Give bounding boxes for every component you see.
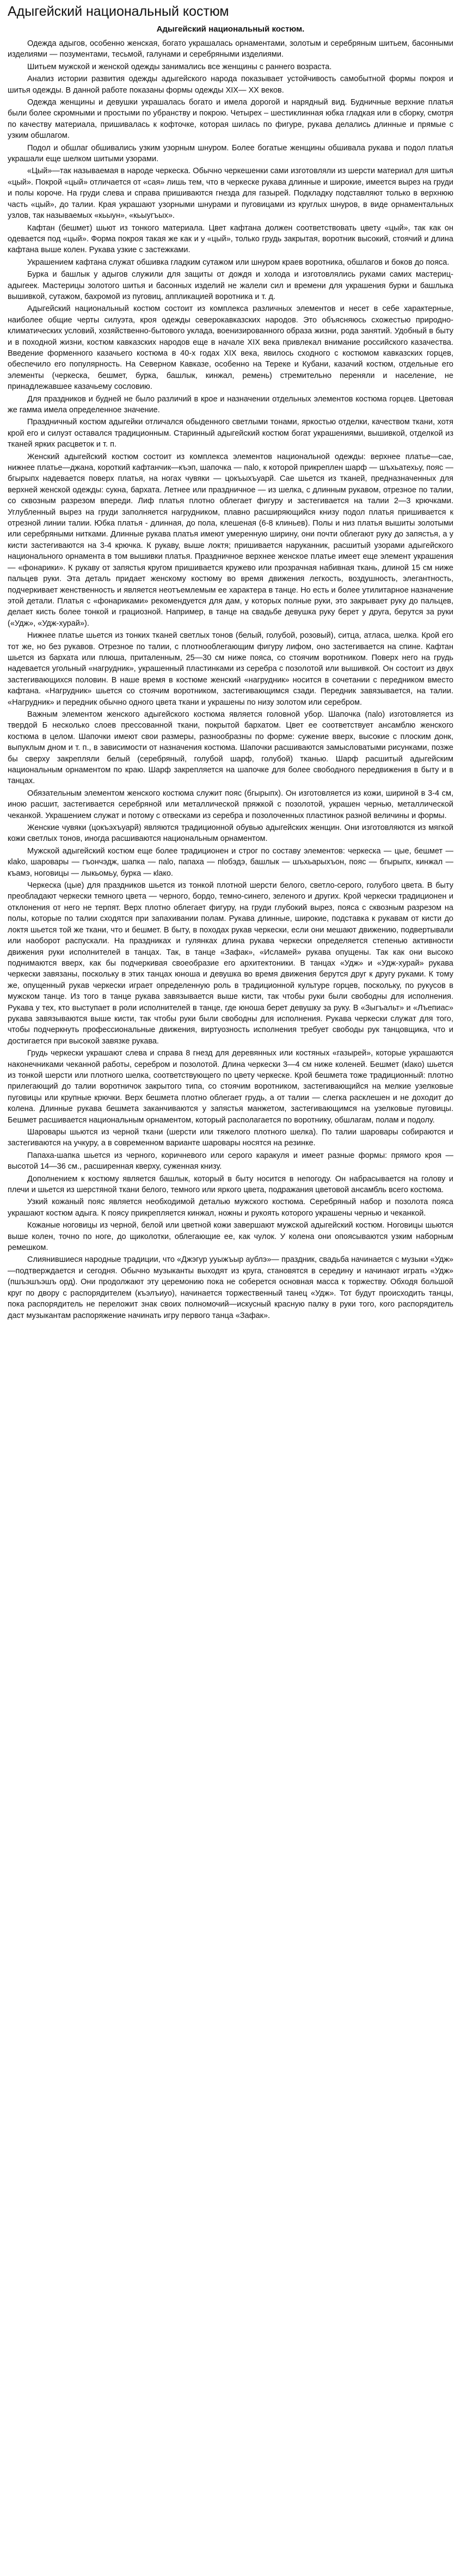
- paragraph: Одежда адыгов, особенно женская, богато украшалась орнаментами, золотым и серебряным шитьем, басонными изделиями — позументами, тесьмой, галунами и серебряными изделиями.: [8, 39, 453, 59]
- paragraph: Слиянившиеся народные традиции, что «Джэгур ууыжъыр аублэ»— праздник, свадьба начинается с музыки «Удж» —подтверждается и сегодня. Обычно музыканты выходят из круга, становятся в середину и начинают играть «Удж» (пшъэшъэшъ орд). Они продолжают эту церемонию пока не соберется основная масса к торжеству. Обходя большой круг по двору с распорядителем (къэлъиуо), начинается торжественный танец «Удж». Тот будут происходить танцы, пока распорядитель не переложит знак своих полномочий—искусный красную палку в руки того, кого распорядитель даст музыкантам распоряжение начинать игру первого танца «Зафак».: [8, 1255, 453, 1320]
- paragraph: Кожаные ноговицы из черной, белой или цветной кожи завершают мужской адыгейский костюм. Ноговицы шьются выше колен, точно по ноге, до щиколотки, облегающие ее, как чулок. У колена они опоясываются узким наборным ремешком.: [8, 1221, 453, 1253]
- paragraph: Анализ истории развития одежды адыгейского народа показывает устойчивость самобытной формы покроя и шитья одежды. В данной работе показаны формы одежды XIX— XX веков.: [8, 75, 453, 95]
- paragraph: Адыгейский национальный костюм состоит из комплекса различных элементов и несет в себе характерные, наиболее общие черты силуэта, кроя одежды северокавказских народов. Это объясняюсь схожестью природно-климатических условий, хозяйственно-бытового уклада, военизированного образа жизни, рода занятий. Удобный в быту и в походной жизни, костюм кавказских народов еще в начале XIX века привлекал внимание российского казачества. Введение форменного казачьего костюма в 40-х годах XIX века, явилось сходного с костюмом кавказских горцев, обеспечило его популярность. На Северном Кавказе, особенно на Тереке и Кубани, казачий костюм, отдельные его элементы (черкеска, бешмет, бурка, башлык, кинжал, ремень) стремительно переняли и население, не принадлежавшее казачьему сословию.: [8, 304, 453, 392]
- paragraph: Одежда женщины и девушки украшалась богато и имела дорогой и нарядный вид. Будничные верхние платья были более скромными и простыми по убранству и покрою. Четырех – шестиклинная юбка гладкая или в сборку, смотря по качеству материала, пришивалась к кофточке, которая шилась по фигуре, рукава делались длинные и прямые с узким обшлагом.: [8, 98, 453, 141]
- paragraph: Дополнением к костюму является башлык, который в быту носится в непогоду. Он набрасывается на голову и плечи и шьется из шерстяной ткани белого, темного или яркого цвета, подражания цветовой ансамбль всего костюма.: [8, 1174, 453, 1195]
- paragraph: Обязательным элементом женского костюма служит пояс (бгырыпх). Он изготовляется из кожи, шириной в 3-4 см, иною расшит, застегивается серебряной или металлической пряжкой с позолотой, украшен чернью, металлической чеканкой. Украшением служат и потому с отвесками из серебра и позолоченных пластинок разной величины и формы.: [8, 789, 453, 820]
- paragraph: Нижнее платье шьется из тонких тканей светлых тонов (белый, голубой, розовый), ситца, атласа, шелка. Крой его тот же, но без рукавов. Отрезное по талии, с плотнооблегающим фигуру лифом, оно застегивается на спине. Кафтан шьется из бархата или плюша, приталенным, 25—30 см ниже пояса, со стоячим воротником. Поверх него на грудь надевается угольный «нагрудник», украшенный пластинками из серебра с позолотой или вышивкой. Он состоит из двух застегивающихся половин. В наше время в костюме женский «нагрудник» носится в сочетании с передником вместо кафтана. «Нагрудник» шьется со стоячим воротником, застегивающимся сзади. Передник завязывается, на талии. «Нагрудник» и передник обычно одного цвета ткани и украшены по низу золотом или серебром.: [8, 631, 453, 707]
- paragraph: Для праздников и будней не было различий в крое и назначении отдельных элементов костюма горцев. Цветовая же гамма имела определенное значение.: [8, 394, 453, 414]
- paragraph: Важным элементом женского адыгейского костюма является головной убор. Шапочка (паlо) изготовляется из твердой Б несколько слоев прессованной ткани, покрытой бархатом. Цвет ее соответствует ансамблю женского костюма в целом. Шапочки имеют свои размеры, разнообразны по форме: сужение вверх, высокие с плоским донк, выпуклым дном и т. п., в зависимости от назначения костюма. Шапочки расшиваются замысловатыми рисунками, позже бы сверху закрепляли белый (серебряный, голубой шарф, голубой) тканью. Шарф расшитый адыгейским национальным орнаментом по краю. Шарф закрепляется на шапочке для более свободного передвижения в быту и в танцах.: [8, 710, 453, 786]
- paragraph: Кафтан (бешмет) шьют из тонкого материала. Цвет кафтана должен соответствовать цвету «цый», так как он одевается под «цый». Форма покроя такая же как и у «цый», только грудь закрытая, воротник высокий, стоячий и длина кафтана выше колен. Рукава узкие с застежками.: [8, 223, 453, 255]
- paragraph: Шаровары шьются из черной ткани (шерсти или тяжелого плотного шелка). По талии шаровары собираются и застегиваются на учкуру, а в современном варианте шаровары носятся на резинке.: [8, 1128, 453, 1148]
- paragraph: Украшением кафтана служат обшивка гладким сутажом или шнуром краев воротника, обшлагов и боков до пояса.: [27, 258, 450, 267]
- paragraph: Мужской адыгейский костюм еще более традиционен и строг по составу элементов: черкеска — цые, бешмет — кlako, шаровары — гъончэдж, шапка — паlo, папаха — пlобэдэ, башлык — шъхьарыхъон, пояс — бгырыпх, кинжал — къамэ, ноговицы — лыкьомьу, бурка — кlако.: [8, 846, 453, 878]
- paragraph: Подол и обшлаг обшивались узким узорным шнуром. Более богатые женщины обшивала рукава и подол платья украшали еще шелком шитыми узорами.: [8, 143, 453, 164]
- paragraph: Шитьем мужской и женской одежды занимались все женщины с раннего возраста.: [27, 62, 332, 71]
- paragraph: Черкеска (цые) для праздников шьется из тонкой плотной шерсти белого, светло-серого, голубого цвета. В быту преобладают черкески темного цвета — черного, бордо, темно-синего, зеленого и других. Крой черкески традиционен и отклонения от него не терпят. Верх плотно облегает фигуру, на груди глубокий вырез, пояса с сквозным разрезом на полы, которые по талии сходятся при запахивании полам. Рукава длинные, широкие, подставка к рукавам от кисти до локтя шьется той же ткани, что и бешмет. В быту, в походах рукав черкески, если они мешают движению, подвертывали или наоборот распускали. На праздниках и гулянках длина рукава черкески определяется степенью активности движения руки исполнителей в танцах. Так, в танце «Зафак», «Исламей» рукава опущены. Так как они высоко поднимаются вверх, как бы подчеркивая своеобразие его архитектоники. В танцах «Удж» и «Удж-хурай» рукава черкески завязаны, поскольку в этих танцах юноша и девушка во время движения берутся друг к другу руками. К тому же, опущенный рукав черкески играет определенную роль в традиционной культуре горцев, поскольку, по рукусов в мужском танце. Из того в танце рукава завязывается выше кисти, так чтобы руки были свободны для исполнения. Рукава у тех, кто выступает в роли исполнителей в танце, где юноша берет девушку за руку. В «Зыгъальт» и «Лъепиас» рукава завязываются выше кисти, так чтобы руки были свободны для исполнения. Рукава черкески служат для того, чтобы подчеркнуть профессиональные движения, виртуозность исполнения требует свободы рук танцовщика, что и достигается при высокой завязке рукава.: [8, 881, 453, 1046]
- paragraph: «Цый»—так называемая в народе черкеска. Обычно черкешенки сами изготовляли из шерсти материал для шитья «цый». Покрой «цый» отличается от «сая» лишь тем, что в черкеске рукава длинные и широкие, имеется вырез на груди и полы короче. На груди слева и справа пришиваются гнезда для газырей. Подкладку подставляют только в верхнюю часть «цый», до талии. Края украшают узорными шнурами и пуговицами из круглых шнуров, в виде орнаментальных узлов, так называемых «кьыун», «кьыугъых».: [8, 167, 453, 221]
- paragraph: Узкий кожаный пояс является необходимой деталью мужского костюма. Серебряный набор и позолота пояса украшают костюм адыга. К поясу прикрепляется кинжал, ножны и рукоять которого украшены чернью и чеканкой.: [8, 1198, 453, 1218]
- paragraph: Женский адыгейский костюм состоит из комплекса элементов национальной одежды: верхнее платье—сае, нижнее платье—джана, короткий кафтанчик—къэп, шапочка — паlо, к которой прикреплен шарф — шъхьатехьу, пояс — бгырыпх надевается поверх платья, на ногах чувяки — цокъыхъуарй. Сае шьется из тканей, предназначенных для верхней женской одежды: сукна, бархата. Летнее или праздничное — из шелка, с длинным рукавом, отрезное по талии, со сквозным разрезом впереди. Лиф платья плотно облегает фигуру и застегивается на талии 2—3 крючками. Углубленный вырез на груди заполняется нагрудником, плавно расширяющийся книзу подол платья пришивается к отрезной линии талии. Юбка платья - длинная, до пола, клешеная (6-8 клиньев). Полы и низ платья вышиты золотыми или серебряными нитками. Длинные рукава платья имеют умеренную ширину, они почти облегают руку до запястья, а у кисти застегиваются на 3-4 крючка. К рукаву, выше локтя; пришивается наруканник, расшитый узорами адыгейского национального орнамента в том вышивки платья. Праздничное верхнее женское платье имеет еще элемент украшения — «фонарики». К рукаву от запястья кругом пришивается кружево или прозрачная набивная ткань, длиной 15 см ниже пальцев руки. Эта деталь придает женскому костюму во время движения легкость, воздушность, элегантность, подчеркивает женственность и является неотъемлемым ее характера в танце. Но есть и более утилитарное назначение этой детали. Платья с «фонариками» рекомендуется для дам, у которых полные руки, это закрывает руку до пальцев, делает кисть более тонкой и грациозной. Например, в танце на свадьбе девушка руку берет у друга, берутся за руки («Удж», «Удж-хурай»).: [8, 452, 453, 628]
- document-body: [8, 38, 453, 1321]
- document-heading: Адыгейский национальный костюм.: [156, 25, 305, 34]
- page-title: Адыгейский национальный костюм: [8, 4, 229, 19]
- paragraph: Папаха-шапка шьется из черного, коричневого или серого каракуля и имеет разные формы: прямого кроя — высотой 14—36 см., расширенная кверху, суженная книзу.: [8, 1151, 453, 1171]
- paragraph: Праздничный костюм адыгейки отличался обыденного светлыми тонами, яркостью отделки, качеством ткани, хотя крой его и силуэт оставался традиционным. Старинный адыгейский костюм богат украшениями, вышивкой, отделкой из тканей ярких расцветок и т. п.: [8, 418, 453, 449]
- paragraph: Женские чувяки (цокъэхъуарй) являются традиционной обувью адыгейских женщин. Они изготовляются из мягкой кожи светлых тонов, иногда расшиваются национальным орнаментом.: [8, 823, 453, 844]
- paragraph: Бурка и башлык у адыгов служили для защиты от дождя и холода и изготовлялись руками самих мастериц-адыгеек. Мастерицы золотого шитья и басонных изделий не жалели сил и времени для украшения бурки и башлыка вышивкой, сутажом, бахромой из пуговиц, аппликацией воротника и т. д.: [8, 270, 453, 301]
- paragraph: Грудь черкески украшают слева и справа 8 гнезд для деревянных или костяных «газырей», которые украшаются наконечниками чеканной работы, серебром и позолотой. Длина черкески 3—4 см ниже коленей. Бешмет (кlако) шьется из тонкой шерсти или плотного шелка, соответствующего по цвету черкеске. Крой бешмета тоже традиционный: плотно прилегающий до талии воротничок закрытого типа, со стоячим воротником, застегивающийся на мелкие узелковые пуговицы или крупные крючки. Верх бешмета плотно облегает грудь, а от талии — слегка расклешен и не доходит до колена. Длинные рукава бешмета заканчиваются у запястья манжетом, застегивающимся на узелковые пуговицы. Бешмет расшивается национальным орнаментом, который располагается по воротнику, обшлагам, полам и подолу.: [8, 1049, 453, 1125]
